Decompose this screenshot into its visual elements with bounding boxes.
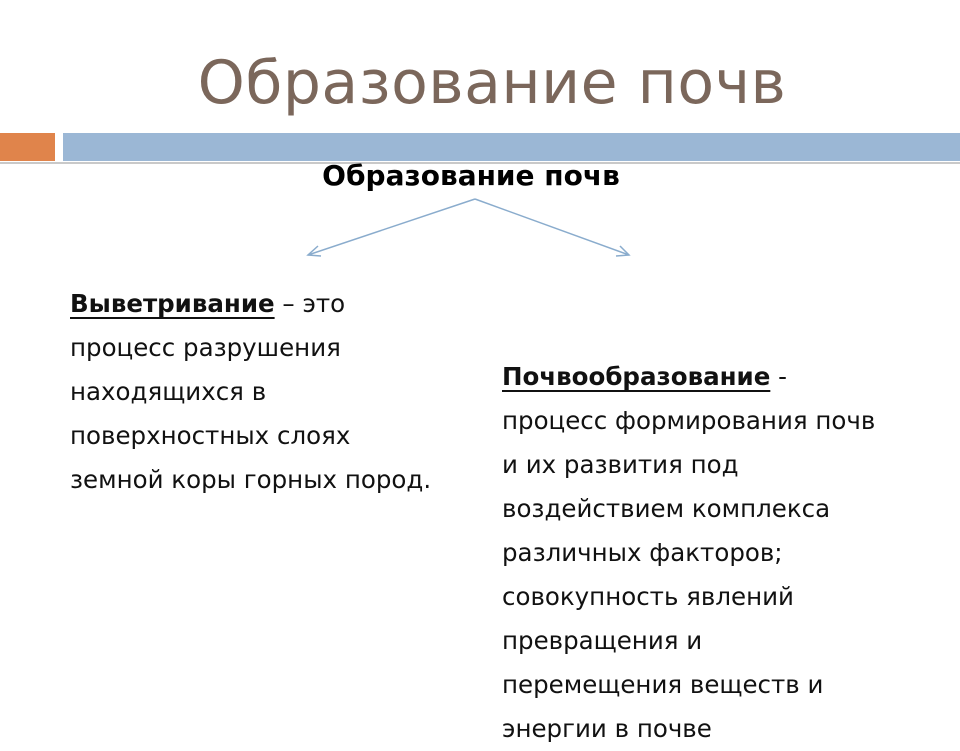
accent-bar-orange: [0, 133, 55, 161]
diagram-root-label: Образование почв: [322, 159, 620, 192]
weathering-dash: –: [274, 289, 303, 318]
soil-formation-dash: -: [770, 362, 787, 391]
soil-formation-definition: [502, 355, 942, 751]
arrow-left: [308, 199, 475, 255]
arrowhead-right-icon: [616, 246, 629, 256]
accent-bar-blue: [63, 133, 960, 161]
soil-formation-line-7: энергии в почве: [502, 714, 712, 743]
soil-formation-line-4: совокупность явлений: [502, 582, 794, 611]
weathering-line-2: находящихся в: [70, 377, 267, 406]
soil-formation-line-1: и их развития под: [502, 450, 739, 479]
arrow-right: [475, 199, 629, 255]
weathering-line-4: земной коры горных пород.: [70, 465, 432, 494]
arrowhead-left-icon: [308, 246, 321, 256]
soil-formation-term: Почвообразование: [502, 362, 771, 391]
soil-formation-line-2: воздействием комплекса: [502, 494, 831, 523]
soil-formation-line-0: процесс формирования почв: [502, 406, 876, 435]
weathering-line-1: процесс разрушения: [70, 333, 341, 362]
soil-formation-line-5: превращения и: [502, 626, 703, 655]
weathering-line-3: поверхностных слоях: [70, 421, 351, 450]
weathering-term: Выветривание: [70, 289, 275, 318]
slide-title: Образование почв: [197, 48, 787, 118]
soil-formation-first-line: [502, 355, 942, 399]
weathering-line-0: это: [302, 289, 346, 318]
soil-formation-line-3: различных факторов;: [502, 538, 783, 567]
weathering-first-line: [70, 282, 470, 326]
soil-formation-line-6: перемещения веществ и: [502, 670, 824, 699]
weathering-definition: [70, 282, 470, 502]
